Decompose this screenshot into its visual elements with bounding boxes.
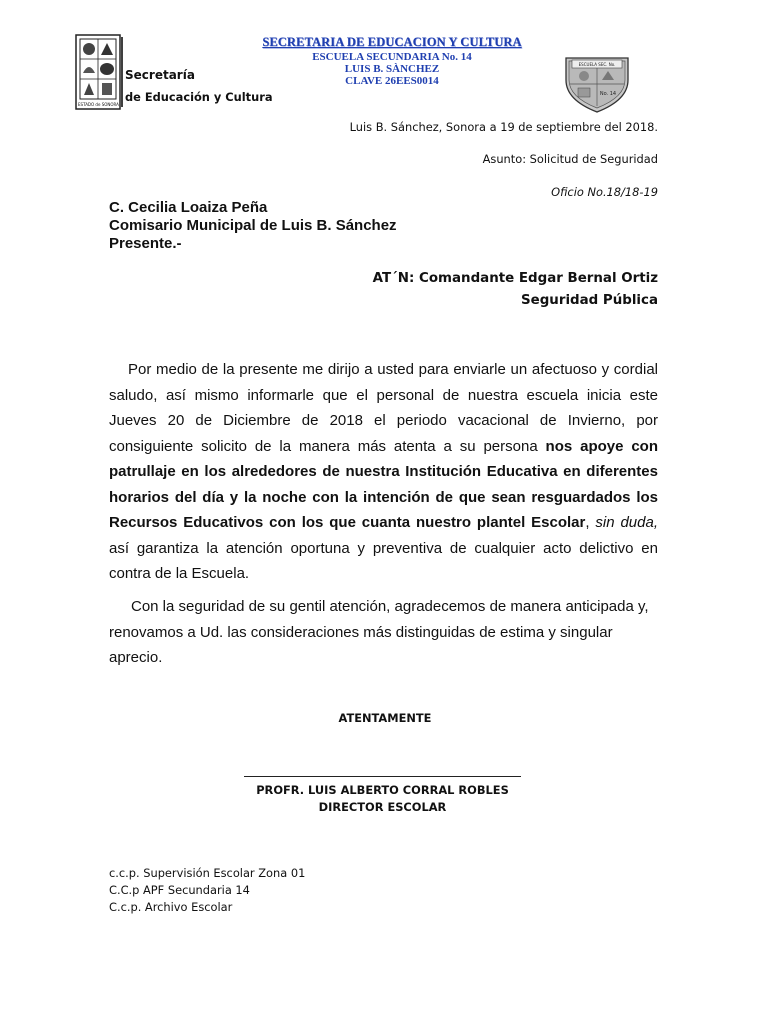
date-line: Luis B. Sánchez, Sonora a 19 de septiembre del 2018.	[349, 120, 658, 134]
para1-bold-request: nos apoye con patrullaje en los alrededores de nuestra Institución Educativa en diferentes horarios del día y la noche con la intención de que sean resguardados los Recursos Educativos con los que cuanta nuestro plantel Escolar	[109, 437, 658, 531]
shield-icon	[562, 50, 632, 114]
oficio-number: Oficio No.18/18-19	[551, 185, 658, 199]
svg-text:Secretaría: Secretaría	[125, 68, 195, 82]
svg-text:de Educación y Cultura: de Educación y Cultura	[125, 90, 273, 104]
svg-text:ESTADO de SONORA: ESTADO de SONORA	[78, 102, 119, 107]
header-clave: CLAVE 26EES0014	[345, 75, 439, 87]
body-paragraph-1	[109, 357, 658, 587]
header-escuela: ESCUELA SECUNDARIA No. 14	[312, 51, 472, 63]
svg-text:No. 14: No. 14	[599, 91, 617, 97]
attention-line: AT´N: Comandante Edgar Bernal Ortiz	[372, 271, 658, 286]
ccp-line: C.C.p APF Secundaria 14	[109, 883, 250, 897]
body-paragraph-2: Con la seguridad de su gentil atención, agradecemos de manera anticipada y, renovamos a Ud. las consideraciones más distinguidas de estima y singular aprecio.	[109, 598, 649, 666]
ccp-line: c.c.p. Supervisión Escolar Zona 01	[109, 866, 306, 880]
para1-separator: ,	[585, 514, 596, 531]
sec-sonora-logo	[74, 33, 273, 113]
ccp-line: C.c.p. Archivo Escolar	[109, 900, 233, 914]
header-luis-b-sanchez: LUIS B. SÀNCHEZ	[344, 63, 440, 75]
recipient-name: C. Cecilia Loaiza Peña	[109, 199, 268, 216]
attention-department: Seguridad Pública	[521, 293, 658, 308]
para1-italic: sin duda,	[595, 514, 658, 531]
para1-text-b: así garantiza la atención oportuna y preventiva de cualquier acto delictivo en contra de la Escuela.	[109, 539, 658, 582]
school-shield-logo	[562, 50, 632, 114]
recipient-title: Comisario Municipal de Luis B. Sánchez	[109, 217, 397, 234]
closing-atentamente: ATENTAMENTE	[338, 711, 432, 725]
coat-of-arms-icon	[74, 33, 273, 113]
header-secretaria: SECRETARIA DE EDUCACION Y CULTURA	[262, 35, 522, 49]
para1-text-a: Por medio de la presente me dirijo a usted para enviarle un afectuoso y cordial saludo, así mismo informarle que el personal de nuestra escuela inicia este Jueves 20 de Diciembre de 2018 el periodo vacacional de Invierno, por consiguiente solicito de la manera más atenta a su persona	[109, 361, 658, 455]
signer-title: DIRECTOR ESCOLAR	[318, 800, 447, 814]
signer-name: PROFR. LUIS ALBERTO CORRAL ROBLES	[256, 783, 509, 797]
signature-line	[244, 776, 521, 777]
presente-label: Presente.-	[109, 235, 182, 252]
svg-text:ESCUELA SEC. No.: ESCUELA SEC. No.	[578, 62, 616, 67]
subject-line: Asunto: Solicitud de Seguridad	[482, 152, 658, 166]
